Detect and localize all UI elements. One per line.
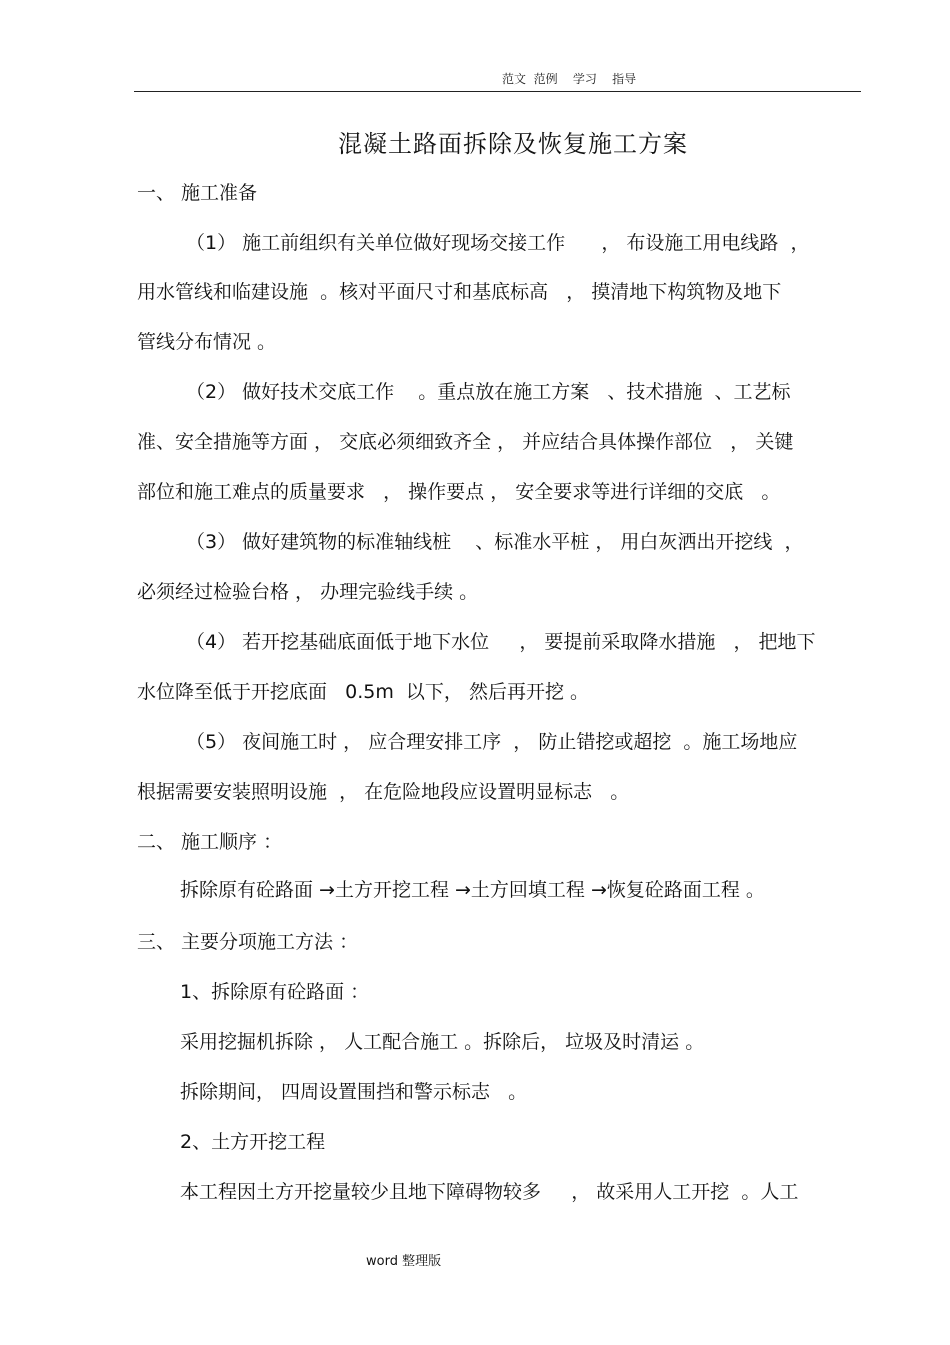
paragraph-line: 本工程因土方开挖量较少且地下障碍物较多 ， 故采用人工开挖 。人工 xyxy=(180,1181,799,1203)
paragraph-line: （5） 夜间施工时 ， 应合理安排工序 ， 防止错挖或超挖 。施工场地应 xyxy=(186,731,798,753)
paragraph-line: 水位降至低于开挖底面 0.5m 以下， 然后再开挖 。 xyxy=(137,681,590,703)
subsection-heading: 2、土方开挖工程 xyxy=(180,1131,326,1153)
section-heading: 二、 施工顺序 ： xyxy=(137,831,283,853)
paragraph-line: （3） 做好建筑物的标准轴线桩 、标准水平桩 ， 用白灰洒出开挖线 ， xyxy=(186,531,804,553)
paragraph-line: 准、安全措施等方面 ， 交底必须细致齐全 ， 并应结合具体操作部位 ， 关键 xyxy=(137,431,794,453)
page-footer: word 整理版 xyxy=(366,1254,442,1269)
subsection-heading: 1、拆除原有砼路面 ： xyxy=(180,981,370,1003)
section-heading: 一、 施工准备 xyxy=(137,182,258,204)
paragraph-line: 部位和施工难点的质量要求 ， 操作要点 ， 安全要求等进行详细的交底 。 xyxy=(137,481,781,503)
paragraph-line: 必须经过检验台格 ， 办理完验线手续 。 xyxy=(137,581,479,603)
paragraph-line: 管线分布情况 。 xyxy=(137,331,277,353)
paragraph-line: 采用挖掘机拆除 ， 人工配合施工 。拆除后， 垃圾及时清运 。 xyxy=(180,1031,705,1053)
paragraph-line: 根据需要安装照明设施 ， 在危险地段应设置明显标志 。 xyxy=(137,781,630,803)
paragraph-line: 用水管线和临建设施 。核对平面尺寸和基底标高 ， 摸清地下构筑物及地下 xyxy=(137,281,782,303)
paragraph-line: （1） 施工前组织有关单位做好现场交接工作 ， 布设施工用电线路 ， xyxy=(186,232,810,254)
paragraph-line: 拆除期间， 四周设置围挡和警示标志 。 xyxy=(180,1081,528,1103)
paragraph-line: 拆除原有砼路面 →土方开挖工程 →土方回填工程 →恢复砼路面工程 。 xyxy=(180,879,765,901)
section-heading: 三、 主要分项施工方法 ： xyxy=(137,931,359,953)
header-text: 范文 范例 学习 指导 xyxy=(502,72,637,86)
header-divider xyxy=(134,91,861,92)
paragraph-line: （4） 若开挖基础底面低于地下水位 ， 要提前采取降水措施 ， 把地下 xyxy=(186,631,816,653)
paragraph-line: （2） 做好技术交底工作 。重点放在施工方案 、技术措施 、工艺标 xyxy=(186,381,791,403)
document-title: 混凝土路面拆除及恢复施工方案 xyxy=(338,130,688,158)
